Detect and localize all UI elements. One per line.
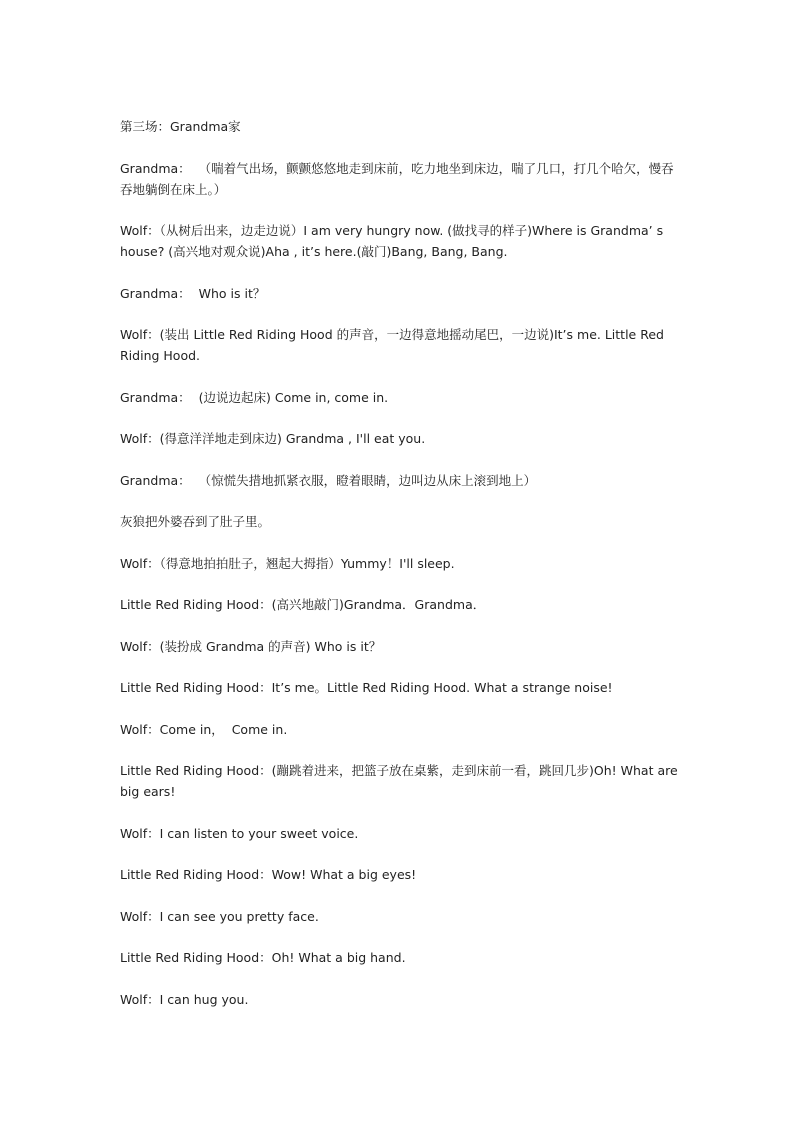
dialogue-paragraph: Wolf：(装出 Little Red Riding Hood 的声音，一边得意地摇动尾巴，一边说)It’s me. Little Red Riding Hood. (120, 327, 668, 363)
dialogue-paragraph: Grandma： （惊慌失措地抓紧衣服，瞪着眼睛，边叫边从床上滚到地上） (120, 472, 537, 488)
dialogue-paragraph: Wolf：I can see you pretty face. (120, 908, 319, 924)
dialogue-paragraph: Grandma： （喘着气出场，颤颤悠悠地走到床前，吃力地坐到床边，喘了几口，打几个哈欠，慢吞吞地躺倒在床上。） (120, 160, 674, 197)
dialogue-paragraph: Wolf：(得意洋洋地走到床边) Grandma , I'll eat you. (120, 431, 426, 446)
dialogue-paragraph: Little Red Riding Hood：It’s me。Little Red Riding Hood. What a strange noise! (120, 680, 613, 695)
dialogue-paragraph: Grandma： (边说边起床) Come in, come in. (120, 389, 389, 405)
dialogue-paragraph: Little Red Riding Hood：(高兴地敲门)Grandma．Grandma． (120, 597, 486, 612)
dialogue-paragraph: Wolf：Come in， Come in. (120, 721, 288, 737)
document-page (120, 116, 680, 1030)
dialogue-paragraph: Little Red Riding Hood：Oh! What a big hand. (120, 950, 406, 965)
dialogue-paragraph: Wolf：I can hug you. (120, 991, 249, 1007)
dialogue-paragraph: Wolf：（得意地拍拍肚子，翘起大拇指）Yummy！I'll sleep. (120, 555, 455, 571)
scene-heading: 第三场：Grandma家 (120, 119, 241, 134)
narration-paragraph: 灰狼把外婆吞到了肚子里。 (120, 514, 271, 529)
dialogue-paragraph: Wolf：I can listen to your sweet voice. (120, 825, 359, 841)
dialogue-paragraph: Wolf：（从树后出来，边走边说）I am very hungry now. (做找寻的样子)Where is Grandma’ s house? (高兴地对观众说)Aha , it’s here.(敲门)Bang, Bang, Bang. (120, 223, 668, 259)
dialogue-paragraph: Wolf：(装扮成 Grandma 的声音) Who is it？ (120, 638, 382, 654)
dialogue-paragraph: Grandma： Who is it？ (120, 285, 266, 301)
dialogue-paragraph: Little Red Riding Hood：(蹦跳着进来，把篮子放在桌紫，走到床前一看，跳回几步)Oh! What are big ears! (120, 763, 682, 799)
dialogue-paragraph: Little Red Riding Hood：Wow! What a big eyes! (120, 867, 417, 882)
